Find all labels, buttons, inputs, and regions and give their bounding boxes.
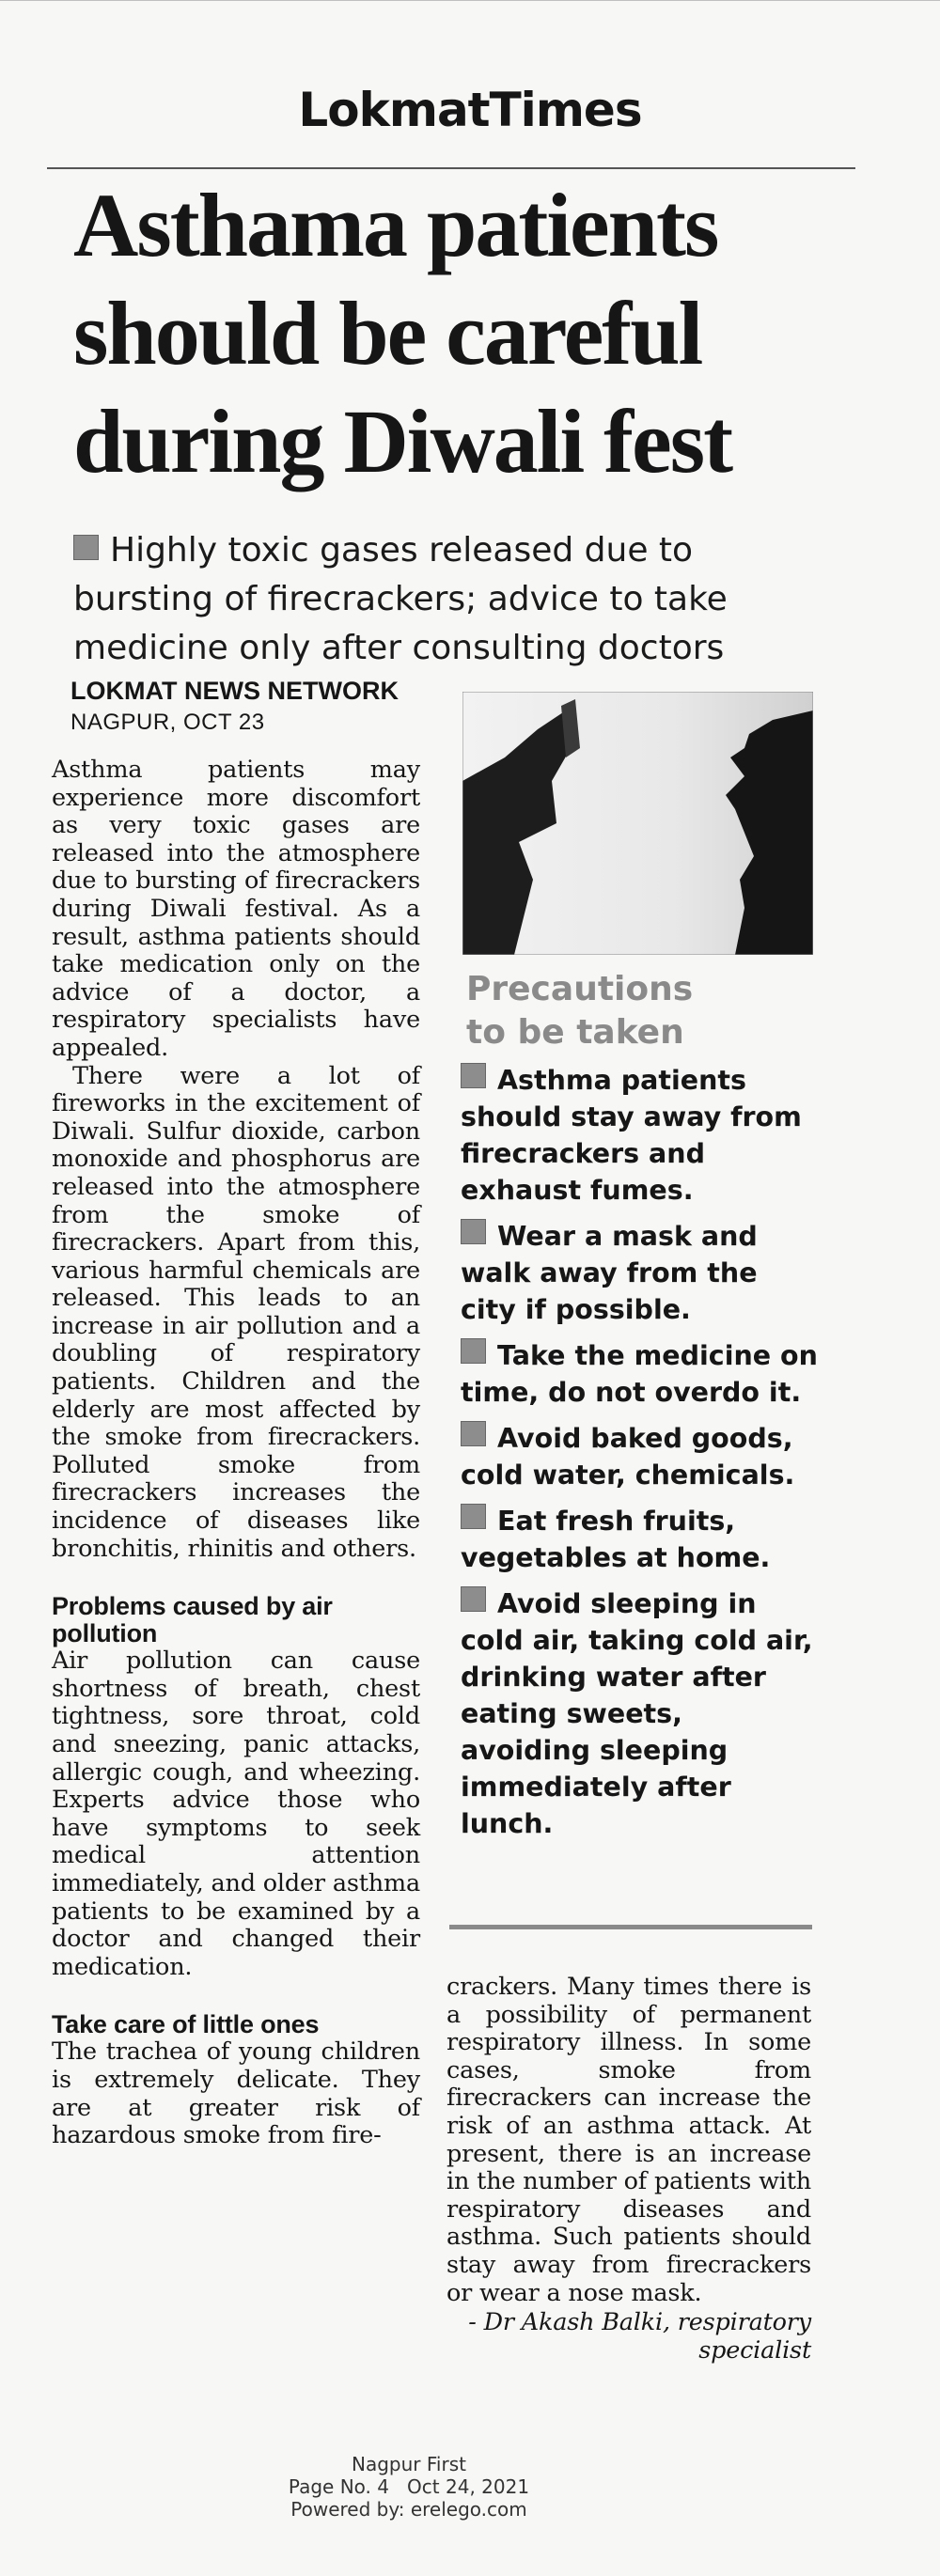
precaution-item: Wear a mask and walk away from the city if possible. [461, 1221, 758, 1325]
square-bullet-icon [73, 535, 99, 560]
square-bullet-icon [461, 1338, 486, 1364]
headline-line-3: during Diwali fest [73, 391, 732, 492]
paragraph-3: Air pollution can cause shortness of breath, chest tightness, sore throat, cold and sneezing, panic attacks, allergic cough, and wheezing. Experts advice those who have symptoms to seek medical attention immediately, and older asthma patients to be examined by a doctor and changed their medication. [52, 1647, 420, 1981]
masthead-logo: LokmatTimes [298, 83, 642, 137]
footer-powered-by: Powered by: erelego.com [290, 2498, 527, 2521]
deck [73, 526, 919, 673]
article-column-2 [446, 1974, 811, 2365]
precautions-rule [449, 1925, 812, 1929]
precautions-title-line-1: Precautions [466, 970, 694, 1008]
inhaler-photo-icon [462, 692, 813, 955]
masthead-rule [47, 167, 855, 169]
headline [73, 171, 882, 495]
headline-line-2: should be careful [73, 283, 702, 383]
precautions-title [466, 968, 693, 1054]
page-edge-line [0, 0, 940, 1]
footer-edition: Nagpur First [352, 2453, 466, 2475]
paragraph-1: Asthma patients may experience more discomfort as very toxic gases are released into the atmosphere due to bursting of firecrackers during Diwali festival. As a result, asthma patients should take medication only on the advice of a doctor, a respiratory specialists have appealed. [52, 756, 420, 1062]
precaution-item: Eat fresh fruits, vegetables at home. [461, 1506, 771, 1573]
paragraph-2: There were a lot of fireworks in the excitement of Diwali. Sulfur dioxide, carbon monoxide and phosphorus are released into the atmosphere from the smoke of firecrackers. Apart from this, various harmful chemicals are released. This leads to an increase in air pollution and a doubling of respiratory patients. Children and the elderly are most affected by the smoke from firecrackers. Polluted smoke from firecrackers increases the incidence of diseases like bronchitis, rhinitis and others. [52, 1061, 420, 1563]
footer-page-info: Page No. 4 Oct 24, 2021 [288, 2475, 530, 2498]
deck-line-3: medicine only after consulting doctors [73, 629, 725, 667]
deck-line-2: bursting of firecrackers; advice to take [73, 580, 728, 618]
precaution-item: Take the medicine on time, do not overdo it. [461, 1340, 818, 1408]
precaution-item: Avoid sleeping in cold air, taking cold air, drinking water after eating sweets, avoiding sleeping immediately after lunch. [461, 1588, 813, 1839]
page-footer [0, 2453, 818, 2521]
square-bullet-icon [461, 1504, 486, 1529]
news-network: LOKMAT NEWS NETWORK [70, 677, 399, 705]
subhead-air-pollution: Problems caused by air pollution [52, 1592, 333, 1648]
square-bullet-icon [461, 1219, 486, 1244]
square-bullet-icon [461, 1063, 486, 1088]
deck-line-1: Highly toxic gases released due to [110, 531, 694, 570]
paragraph-5: crackers. Many times there is a possibility of permanent respiratory illness. In some cases, smoke from firecrackers can increase the risk of an asthma attack. At present, there is an increase in the number of patients with respiratory diseases and asthma. Such patients should stay away from firecrackers or wear a nose mask. [446, 1973, 811, 2307]
square-bullet-icon [461, 1586, 486, 1612]
dateline: NAGPUR, OCT 23 [70, 710, 265, 735]
paragraph-4: The trachea of young children is extremely delicate. They are at greater risk of hazardous smoke from fire- [52, 2037, 420, 2150]
precautions-list [461, 1062, 837, 1851]
square-bullet-icon [461, 1421, 486, 1446]
precautions-title-line-2: to be taken [466, 1013, 684, 1052]
article-photo [462, 692, 813, 955]
article-column-1 [52, 757, 420, 2150]
byline: - Dr Akash Balki, respiratory specialist [468, 2308, 811, 2365]
precaution-item: Avoid baked goods, cold water, chemicals. [461, 1423, 795, 1491]
subhead-little-ones: Take care of little ones [52, 2010, 320, 2039]
headline-line-1: Asthama patients [73, 175, 718, 275]
precaution-item: Asthma patients should stay away from firecrackers and exhaust fumes. [461, 1065, 802, 1206]
